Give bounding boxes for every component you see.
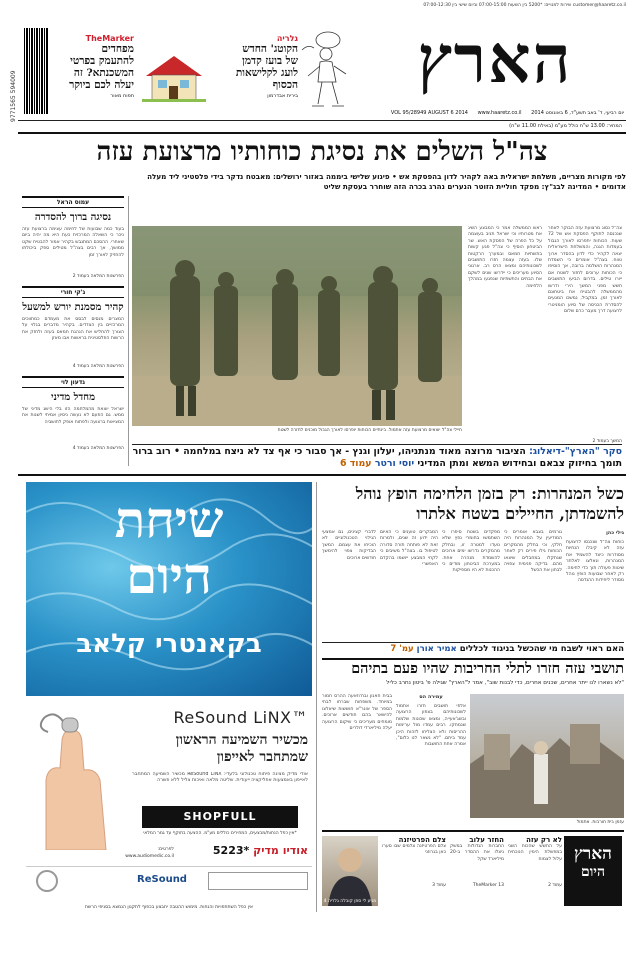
haaretz-today-box[interactable] — [564, 836, 622, 906]
gallery-line: של בועז קדמן — [242, 55, 298, 67]
bottom-teaser-page: עמוד 2 — [548, 883, 562, 888]
right-box-teaser[interactable] — [382, 836, 446, 889]
sidebar-continuation: הפרשנות המלאה בעמוד 2 — [72, 274, 124, 279]
sidebar-title: קהיר מסמנת יורש למשעל — [22, 302, 124, 313]
dateline: יום רביעי, ד' באב תשע"ד, 6 באוגוסט 2014 — [531, 110, 624, 116]
issue-number: VOL 95/28949 AUGUST 6 2014 — [390, 110, 468, 116]
themarker-kicker: TheMarker — [85, 34, 134, 43]
partner-logo-box — [208, 872, 308, 890]
sidebar-author: ג'קי חורי — [22, 286, 124, 298]
sidebar — [22, 196, 124, 454]
resound-disclaimer: אין כפל השתתפויות והנחות. מימוש ההטבה יתבצע בכפוף לתקנון הנמצא בסניפי הרשת — [85, 905, 253, 910]
right-box-title: צלם הפרטיזנה צלמים שבו סערו כאן בגרוזני — [382, 844, 446, 856]
resound-cta[interactable]: לפרטים: www.audiomedic.co.il — [125, 847, 174, 859]
main-photo[interactable] — [132, 226, 462, 426]
main-headline[interactable]: צה"ל השלים את נסיגת כוחותיו מרצועת עזה — [96, 137, 548, 167]
themarker-teaser[interactable] — [58, 34, 134, 99]
gallery-line: לועג לקלישאות — [235, 67, 298, 79]
bottom-teaser-text: החברות הגדולות במשק ניצלו את ההסדר ב-20 מיליארד שקל — [450, 844, 504, 862]
story2-body: גילי כהן כוחות צה"ל שנכנסו לרצועת עזה לא קיבלו הנחיות מסודרות כיצד להשמיד את המנהרות, ונאלצו לאלתר שיטות פעולה תוך כדי לחימה. רק לאחר שבועות הופץ נוהל מסודר ליחידות ההנדסה גורמים בצבא אומרים כי המודיעין על המנהרות היה חלקי, וכי בחלק מהמקרים הכוחות גילו פירים רק לאחר שנתקלו במחבלים שיצאו מהם. בדיקה פנימית צפויה לבחון את הכשל מפקדים בשטח סיפרו כי השתמשו בחומרי נפץ שלא נועדו למטרה זו, ובחלק מהמקרים נדרשו ימים ארוכים להשמדת מנהרה אחת. במערכת הביטחון מודים כי ההכנות לא היו מספיקות המבקרים טוענים כי האיום היה ידוע זה שנים, ולמרות זאת לא פותחה תורה סדורה לטיפול בו. בצה"ל משיבים כי לקחי המבצע ייושמו בהקדם האפשרי לדברי קצינים, גם אמצעי הגילוי הטכנולוגיים לא הוכיחו את עצמם. המשך הבדיקות צפוי להימשך חודשים ארוכים — [322, 530, 624, 584]
sketch-illustration — [298, 30, 360, 114]
bottom-teaser-kicker: לא רק עזה — [526, 836, 562, 844]
sidebar-author: גדעון לוי — [22, 376, 124, 388]
hand-hearing-aid-image — [26, 710, 126, 850]
ad-headline-line3: בקאנטרי קלאב — [76, 629, 262, 659]
contact-line: customer@haaretz.co.il שירות למנויים: *5200 בין השעות 07:00-15:00 וביום שישי בין 07:00-12:30 — [423, 3, 626, 8]
story2-headline[interactable]: כשל המנהרות: רק בזמן הלחימה הופץ נוהל להשמדתן, החיילים בשטח אלתרו — [355, 484, 624, 523]
story2-footer-page: עמ' 7 — [390, 644, 414, 654]
story2-footer[interactable] — [322, 644, 624, 654]
barcode — [24, 28, 48, 114]
bottom-teaser-kicker: החזר עלוב — [469, 836, 504, 844]
gallery-teaser[interactable] — [206, 34, 298, 99]
gallery-line: הכסוף — [272, 79, 298, 91]
resound-fine-print: *אין כפל הנחות/מבצעים, המחירים כוללים מע"מ. ההצעה בתוקף עד גמר המלאי — [143, 831, 297, 836]
top-strip — [18, 2, 626, 9]
sidebar-column[interactable]: גדעון לוי מחדל מדיני ישראל יוצאת מהמלחמה הזו בלי הישג מדיני של ממש. גם הפעם לא נעשה ניסיון אמיתי לשנות את המציאות ברצועה ולפתוח אופק לתושביה הפרשנות המלאה בעמוד 4 — [22, 376, 124, 452]
barcode-number: 9771565 594009 — [10, 70, 17, 122]
lead-body: צה"ל נסוג מרצועת עזה הבוקר לאחר שנכנסה לתוקף הפסקת אש של 72 שעות. הכוחות יתפרסו לאורך הגבול בעמדות הגנה, והמשלחת הישראלית יצאה לקהיר כדי לדון בהסדר ארוך טווח. בצה"ל אומרים כי השמדת המנהרות הושלמה ברובה, אך הוסיפו כי הכוחות ערוכים לחזור לשטח אם ייורו טילים. בדרום הביעו התושבים חשש מפני המשך הירי ודרשו מהממשלה להבטיח את ביטחונם לאורך זמן. במקביל, נמשכו המגעים להסדרת הכניסה של סיוע הומניטרי לרצועה דרך מעבר כרם שלום ראש הממשלה אמר כי המבצע השיג את מטרותיו וכי ישראל תגיב בעוצמה על כל הפרה של הפסקת האש. שר הביטחון הוסיף כי צה"ל פגע קשות בתשתיות חמאס ובמערך הרקטות שלו. בעזה עצמה חזרו התושבים לשכונותיהם ומצאו הרס רב. ארגוני הסיוע מעריכים כי יידרשו שנים לשקם את הבתים והתשתיות שנפגעו במהלך הלחימה — [468, 226, 622, 315]
story3-byline: עמירה הס — [419, 694, 443, 700]
website: www.haaretz.co.il — [477, 110, 522, 116]
poll-label: סקר "הארץ"-דיאלוג: — [529, 446, 622, 457]
bottom-teaser-page: 13 TheMarker — [472, 883, 504, 888]
poll-author: יוסי ורטר — [374, 458, 415, 469]
resound-contact[interactable] — [176, 844, 308, 862]
poll-page: עמוד 6 — [340, 458, 372, 469]
gallery-byline: בירית אבדרמון — [267, 93, 298, 99]
sidebar-continuation: הפרשנות המלאה בעמוד 4 — [72, 364, 124, 369]
sidebar-continuation: הפרשנות המלאה בעמוד 4 — [72, 446, 124, 451]
bottom-teaser[interactable] — [450, 836, 504, 889]
themarker-line: המשכנתא? זה — [73, 67, 134, 79]
themarker-byline: תפוח מאור — [110, 93, 134, 99]
story2-footer-text: האם ראוי לשבח מי שהכשל בניגוד לכללים — [459, 644, 624, 654]
main-subtitle: לפי מקורות מצריים, משלחת ישראלית באה לקהיר לדון בהפסקת אש • פיגוע שלישי ביממה באזור ירושלים: מאבטח נדקר בידי פלסטיני ליד מעלה אדומים • המדינה לבג"ץ: מפקד חוליית הזוטר הנערים נהרג בכרה הזה שוחרר בעסקת שליט — [147, 172, 626, 191]
house-illustration — [142, 52, 206, 102]
story3-body: עמירה הס אלפי תושבים חזרו אתמול לשכונותיהם בצפון הרצועה ובשג'אעייה, ומצאו שכונות שלמות שנמחקו. רבים עמדו מול ערימות ההריסות ולא הצליחו לזהות היכן עמד ביתם. "לא נשאר לנו כלום", אמרה אחת התושבות בבית חאנון ובח'וזאעה ההרס חמור במיוחד. משפחות שברחו לבתי הספר של אונר"א חוששות שיאלצו להישאר בהם חודשים ארוכים. מומחים מעריכים כי שיקום הרצועה יעלה מיליארדי דולרים — [322, 694, 466, 748]
portrait-name: סוזן קובלה — [340, 899, 362, 904]
portrait-kicker: מגיע לי — [362, 899, 377, 904]
bottom-teasers — [322, 830, 624, 910]
right-box-page: עמוד 3 — [432, 883, 446, 888]
gallery-kicker: גלריה — [276, 34, 298, 43]
resound-phone: *5223 — [212, 844, 250, 857]
story3-photo-caption: עזמן בית חורבות. אתמול — [576, 820, 624, 825]
poll-strip[interactable] — [132, 446, 622, 470]
haaretz-today-logo: הארץ — [574, 844, 612, 864]
portrait-page: גלריה 4 — [323, 899, 339, 904]
shopfull-badge: SHOPFULL — [142, 806, 298, 828]
haaretz-today-label: היום — [580, 864, 606, 880]
photo-caption: חיילי צה"ל יוצאים מרצועת עזה אתמול. בינתיים הכוחות יופרסו לאורך הגבול מוכנים לחזרה לשטח — [277, 428, 462, 433]
sidebar-title: נסיגה ברוך להסדרה — [34, 212, 112, 223]
poll-text: הציבור מרוצה מאוד מנתניהו, יעלון וגנץ - אך סבור כי אף צד לא ניצח במלחמה • רוב ברור תומך בחיזוק צבאם ובחידוש המשא ומתן המדיני — [132, 446, 622, 469]
themarker-line: יעלה לכם ביוקר — [69, 79, 134, 91]
story2-byline: גילי כהן — [606, 530, 624, 536]
sidebar-column[interactable]: עמוס הראל נסיגה ברוך להסדרה בעוד כמה שבועות של לחימה עצימה ברצועת עזה ניכר כי השאלה המרכזית כעת היא מה יהיה ביום שאחרי. ההסכם המתגבש בקהיר אמור להבטיח שקט ממושך, אך רבים בצה"ל מטילים ספק ביכולתו להחזיק לאורך זמן הפרשנות המלאה בעמוד 2 — [22, 196, 124, 280]
resound-partner-logo: ReSound — [137, 874, 187, 885]
story2-footer-author: אמיר אורן — [416, 644, 457, 654]
story3-headline[interactable]: תושבי עזה חזרו לתלי החריבות שהיו פעם בתיהם — [351, 660, 624, 677]
sidebar-author: עמוס הראל — [22, 196, 124, 208]
ad-headline-line2: היום — [126, 546, 212, 605]
bottom-teaser-text: על החשש שהכוח השני במפשלת הימין הנוכחית עלול לצמוח — [508, 844, 562, 862]
country-club-ad[interactable] — [26, 482, 312, 696]
sidebar-column[interactable]: ג'קי חורי קהיר מסמנת יורש למשעל המצרים מנסים לבסס את מעמדם כמתווכים המרכזיים בין הצדדים. בקהיר מדברים בגלוי על הצורך להחליש את הנהגת חמאס בעזה ולחזק את הרשות הפלסטינית בראשות אבו מאזן הפרשנות המלאה בעמוד 4 — [22, 286, 124, 370]
audiomedic-logo: אודיו מדיק — [253, 844, 308, 857]
portrait-caption — [322, 899, 378, 904]
masthead-logo[interactable]: הארץ — [417, 20, 573, 98]
sidebar-title: מחדל מדיני — [50, 392, 96, 403]
dateline-bar — [372, 110, 624, 116]
ad-headline-line1: שיחת — [114, 490, 224, 549]
gaza-ruins-photo[interactable] — [470, 694, 624, 818]
gallery-line: הקוטג' החדש — [242, 43, 298, 55]
right-box-kicker: צלם הפרטיזנה — [398, 836, 446, 844]
story3-quote: "לא נשארו לנו ייתר אחרים, שכנים אחרים, כדי לבנות שוב", אמר ל"הארץ" שגילה פ' ביטון נחרב כליל — [386, 680, 624, 686]
resound-tagline: מכשיר השמיעה הראשון שמתחבר לאייפון — [175, 732, 308, 765]
portrait-photo[interactable] — [322, 836, 378, 906]
resound-details: אודי מדיק מציגה פיתוח טכנולוגי בלעדי: ReSound LiNX מכשיר השמיעה המתחבר לאייפון באמצעות אפליקציה ייעודית. שליטה מלאה ואיכות צליל ללא פשרה — [132, 772, 308, 784]
themarker-line: מפחדים — [101, 43, 134, 55]
lead-continuation: המשך בעמוד 2 — [592, 439, 622, 444]
resound-brand: ReSound LiNX™ — [173, 708, 308, 727]
themarker-line: להתעמק בפרטי — [70, 55, 134, 67]
price: המחיר: 13.00 ש"ח כולל מע"מ (באילת 11.00 ש"ח) — [509, 123, 622, 129]
bottom-teaser[interactable] — [508, 836, 562, 889]
resound-ad[interactable] — [26, 702, 312, 902]
sound-logo-icon — [36, 870, 58, 892]
